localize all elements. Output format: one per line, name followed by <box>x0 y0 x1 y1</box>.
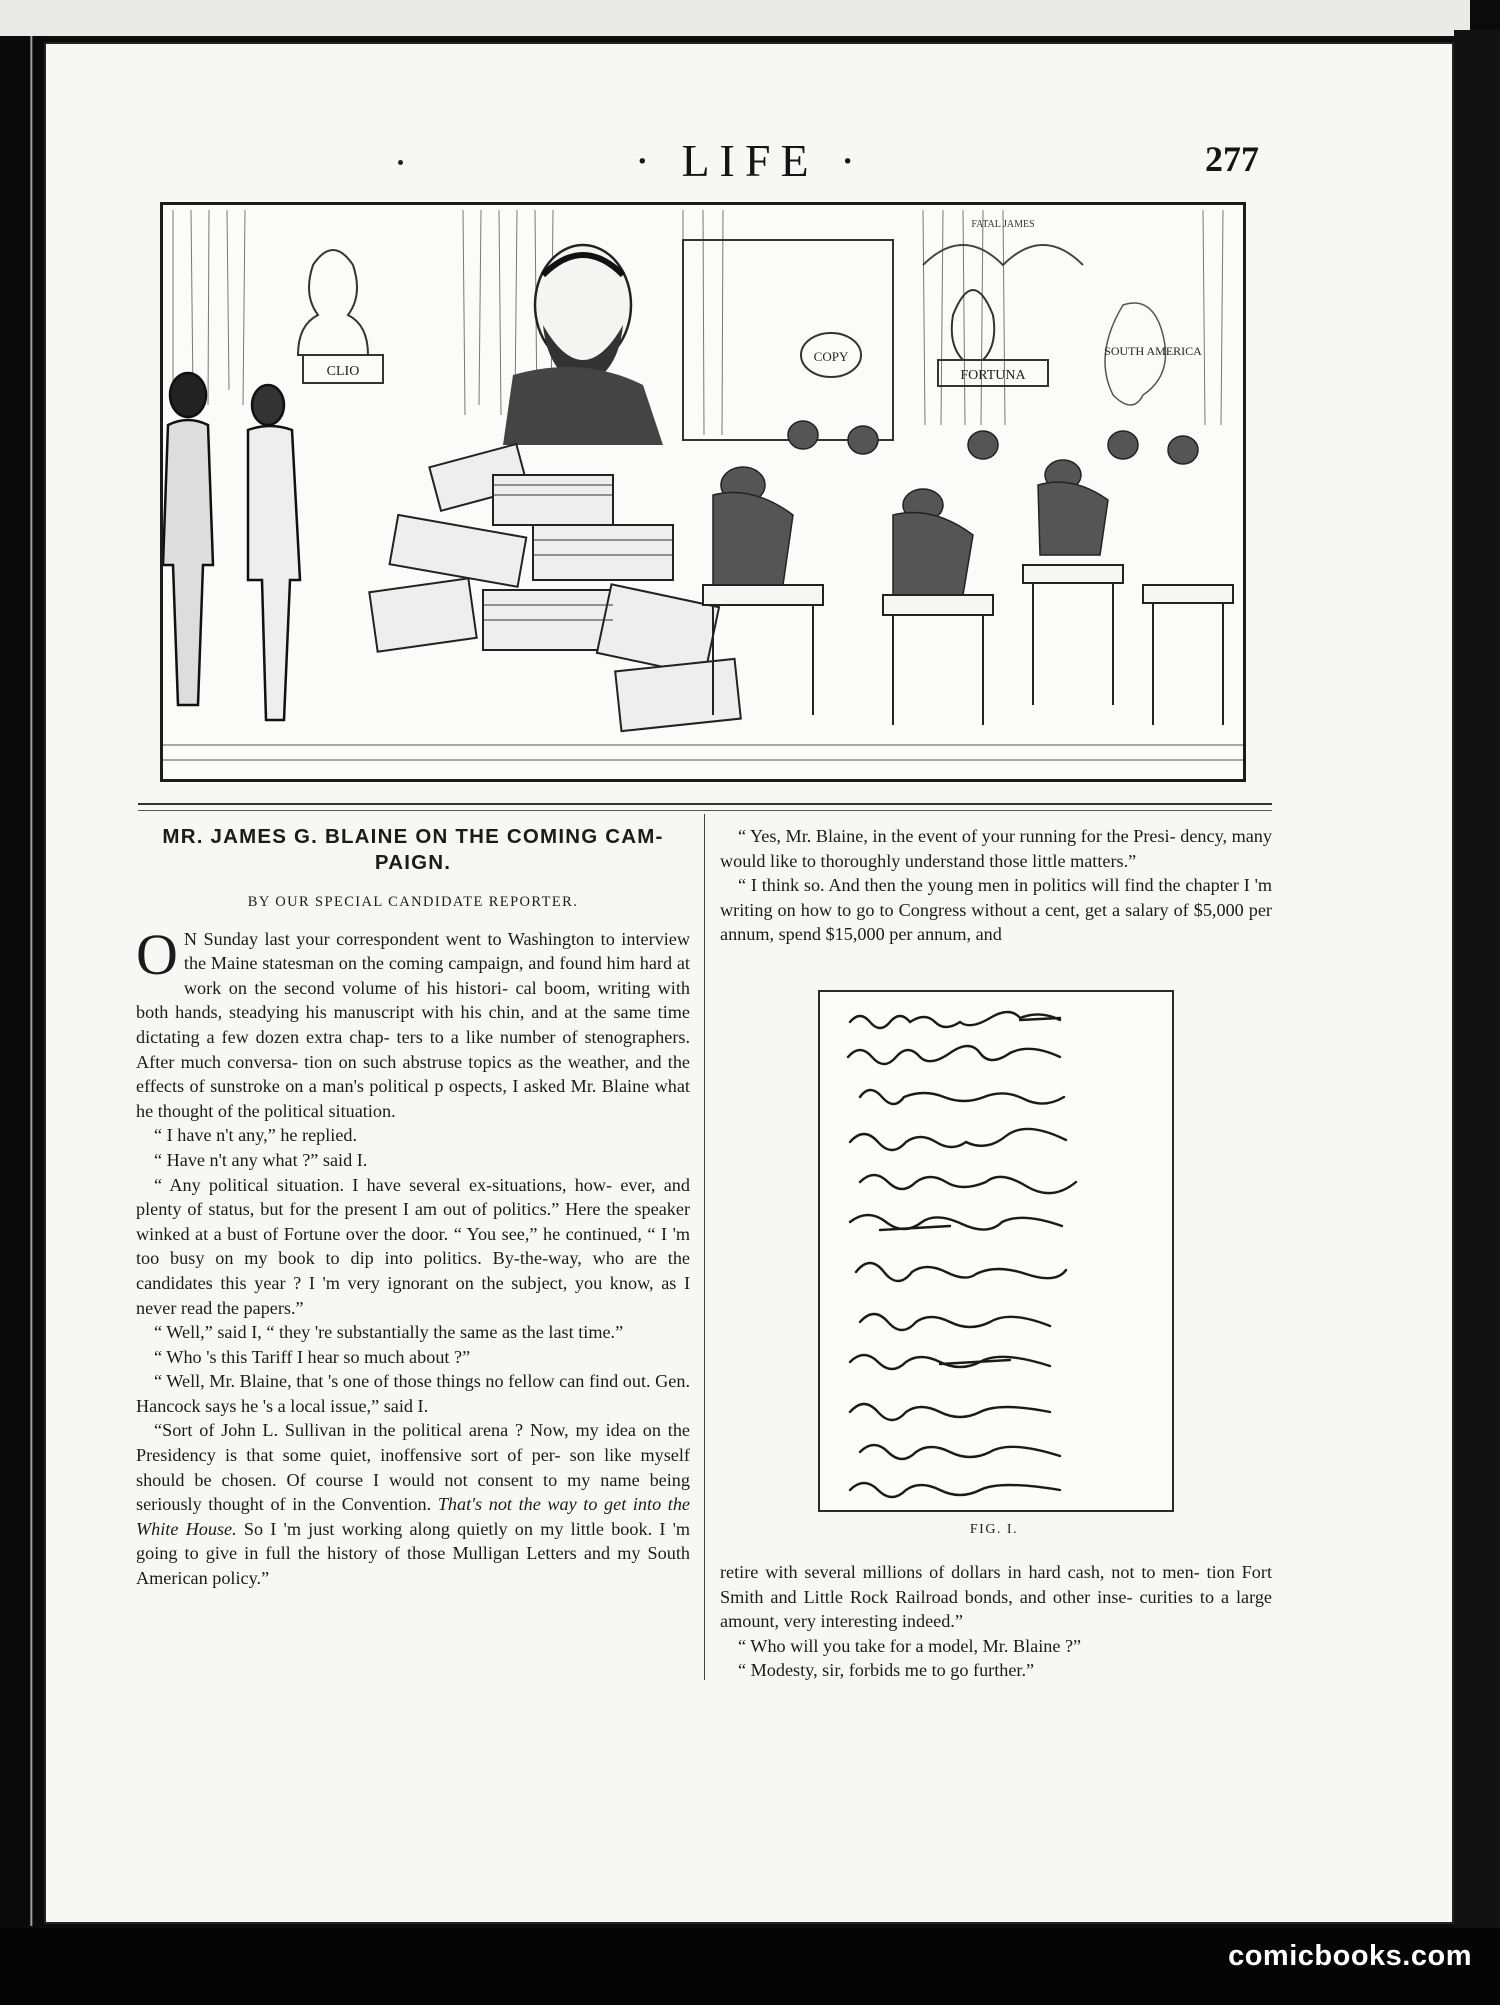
italic-phrase: That's not the way to get into the White House. <box>136 1494 690 1539</box>
decorative-dot <box>398 160 403 165</box>
handwritten-letter-figure <box>818 990 1174 1512</box>
article-right-column-continued <box>720 1560 1272 1683</box>
article-paragraph: “ I think so. And then the young men in politics will find the chapter I 'm writing on how to go to Congress without a cent, get a salary of $5,000 per annum, spend $15,000 per annum, and <box>720 875 1272 945</box>
south-america-label: SOUTH AMERICA <box>1104 344 1202 358</box>
article-paragraph: retire with several millions of dollars in hard cash, not to men- tion Fort Smith and Little Rock Railroad bonds, and other inse- curities to a large amount, very interesting indeed.” <box>720 1562 1272 1632</box>
right-page-edge <box>1454 30 1500 1930</box>
article-paragraph: O N Sunday last your correspondent went to Washington to interview the Maine statesman on the coming campaign, and found him hard at work on the second volume of his histori- cal boom, writing with both hands, steadying his manuscript with his chin, and at the same time dictating a few dozen extra chap- ters to a like number of stenographers. After much conversa- tion on such abstruse topics as the weather, and the effects of sunstroke on a man's political p ospects, I asked Mr. Blaine what he thought of the political situation. <box>136 921 690 1121</box>
article-paragraph: “ Well, Mr. Blaine, that 's one of those things no fellow can find out. Gen. Hancock says he 's a local issue,” said I. <box>136 1371 690 1416</box>
article-paragraph: “ Have n't any what ?” said I. <box>154 1149 368 1170</box>
handwriting-scribble <box>820 992 1172 1510</box>
figure-caption: FIG. I. <box>969 1522 1019 1537</box>
watermark-text: comicbooks.com <box>1228 1940 1472 1972</box>
article-paragraph: “ Well,” said I, “ they 're substantially the same as the last time.” <box>154 1322 624 1343</box>
cartoon-drawing <box>163 205 1243 779</box>
article-paragraph: “ I have n't any,” he replied. <box>154 1125 358 1146</box>
divider-rule <box>138 803 1272 805</box>
article-paragraph: “ Who will you take for a model, Mr. Blaine ?” <box>738 1635 1082 1656</box>
article-paragraph: “ Any political situation. I have several ex-situations, how- ever, and plenty of status, but for the present I am out of politics.” Here the speaker winked at a bust of Fortune over the door. “ You see,” he continued, “ I 'm too busy on my book to dip into politics. By-the-way, who are the candidates this year ? I 'm very ignorant on the subject, you know, as I never read the papers.” <box>136 1174 690 1318</box>
article-right-column <box>720 824 1272 947</box>
article-byline: BY OUR SPECIAL CANDIDATE REPORTER. <box>247 894 579 910</box>
article-paragraph: “ Modesty, sir, forbids me to go further.” <box>738 1660 1035 1681</box>
article-paragraph: “ Who 's this Tariff I hear so much about ?” <box>154 1346 471 1367</box>
article-left-column <box>136 824 690 1591</box>
divider-rule-thin <box>138 810 1272 811</box>
column-divider <box>704 814 705 1680</box>
masthead-title: · LIFE · <box>634 135 866 186</box>
cartoon-illustration <box>160 202 1246 782</box>
clio-label: CLIO <box>326 364 360 379</box>
banner-label: FATAL JAMES <box>971 219 1035 230</box>
previous-page-edge <box>0 0 1470 38</box>
article-paragraph: “ Yes, Mr. Blaine, in the event of your running for the Presi- dency, many would like to thoroughly understand those little matters.” <box>720 826 1272 871</box>
copy-label: COPY <box>813 349 849 364</box>
page-number: 277 <box>1205 139 1259 179</box>
fortuna-label: FORTUNA <box>960 368 1026 383</box>
drop-cap: O <box>136 921 178 987</box>
article-paragraph: “Sort of John L. Sullivan in the political arena ? Now, my idea on the Presidency is that some quiet, inoffensive sort of per- son like myself should be chosen. Of course I would not consent to my name being seriously thought of in the Convention. That's not the way to get into the White House. So I 'm just working along quietly on my little book. I 'm going to give in full the history of those Mulligan Letters and my South American policy.” <box>136 1420 690 1589</box>
article-headline: MR. JAMES G. BLAINE ON THE COMING CAM- PAIGN. <box>162 825 664 874</box>
book-spine <box>0 36 44 1926</box>
